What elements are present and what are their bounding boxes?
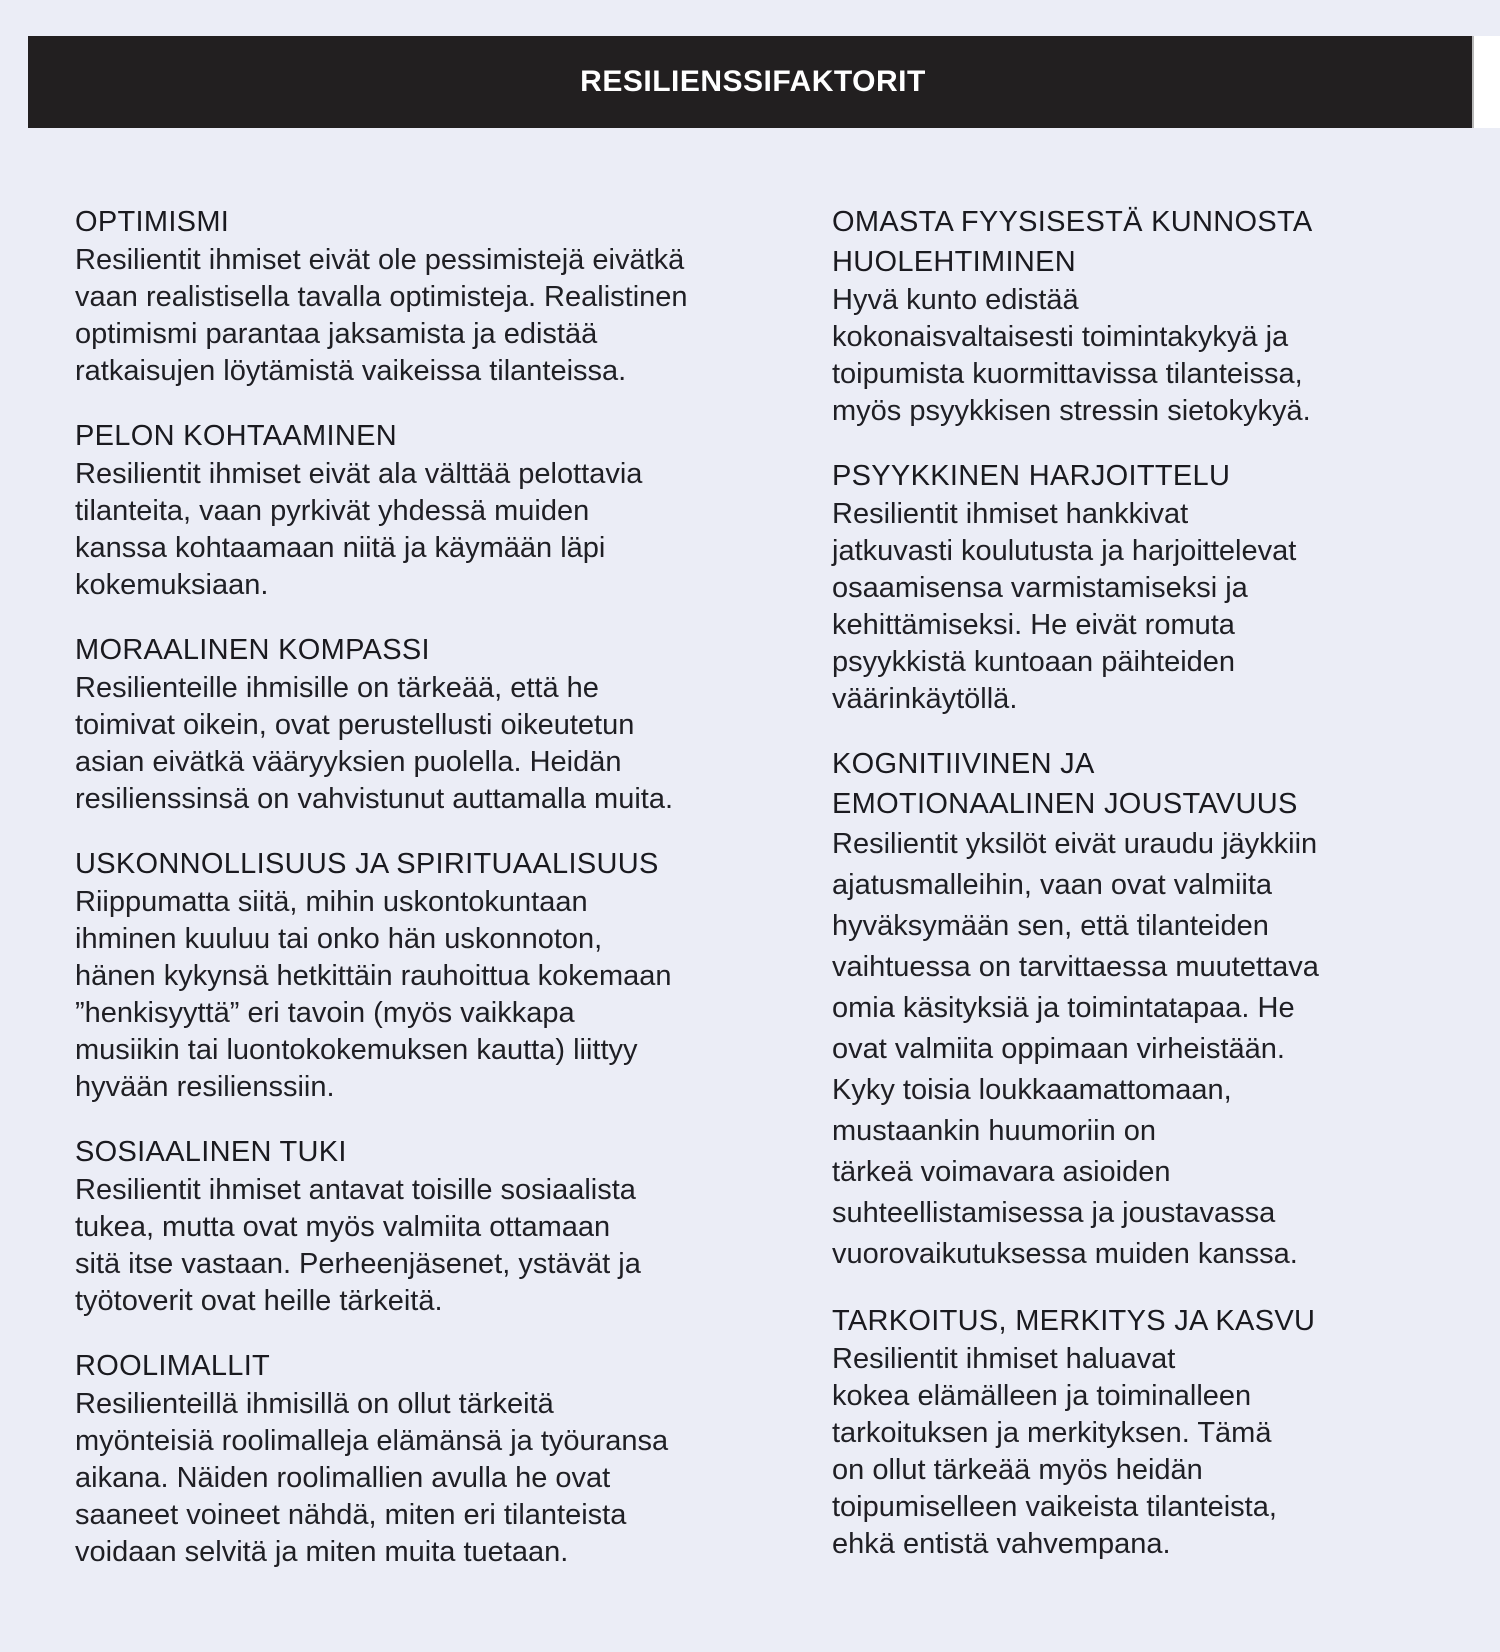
section-text-line: musiikin tai luontokokemuksen kautta) liittyy [75, 1034, 638, 1066]
section-text-line: ”henkisyyttä” eri tavoin (myös vaikkapa [75, 997, 575, 1029]
section-text-line: Hyvä kunto edistää [832, 284, 1079, 316]
section-text-line: Resilienteillä ihmisillä on ollut tärkeitä [75, 1388, 554, 1420]
section-text-line: tukea, mutta ovat myös valmiita ottamaan [75, 1211, 611, 1243]
section-fyysinen-kunto [832, 202, 1472, 430]
section-text-line: Resilienteille ihmisille on tärkeää, että he [75, 672, 599, 704]
section-title: HUOLEHTIMINEN [832, 246, 1076, 278]
section-text-line: saaneet voineet nähdä, miten eri tilanteista [75, 1499, 627, 1531]
section-text-line: väärinkäytöllä. [832, 683, 1018, 715]
section-text-line: tilanteita, vaan pyrkivät yhdessä muiden [75, 495, 590, 527]
section-text-line: ovat valmiita oppimaan virheistään. [832, 1033, 1285, 1065]
section-moraalinen-kompassi [75, 630, 775, 818]
page-title: RESILIENSSIFAKTORIT [580, 65, 926, 98]
section-title: ROOLIMALLIT [75, 1350, 271, 1382]
section-text-line: mustaankin huumoriin on [832, 1115, 1157, 1147]
section-text-line: ratkaisujen löytämistä vaikeissa tilanteissa. [75, 355, 627, 387]
section-text-line: kanssa kohtaamaan niitä ja käymään läpi [75, 532, 606, 564]
section-text-line: ihminen kuuluu tai onko hän uskonnoton, [75, 923, 603, 955]
section-title: PELON KOHTAAMINEN [75, 420, 398, 452]
section-title: MORAALINEN KOMPASSI [75, 634, 430, 666]
section-text-line: on ollut tärkeää myös heidän [832, 1454, 1203, 1486]
section-title: EMOTIONAALINEN JOUSTAVUUS [832, 788, 1298, 820]
section-text-line: aikana. Näiden roolimallien avulla he ovat [75, 1462, 611, 1494]
section-title: OPTIMISMI [75, 206, 230, 238]
section-text-line: Resilientit ihmiset eivät ole pessimistejä eivätkä [75, 244, 685, 276]
section-pelon-kohtaaminen [75, 416, 775, 604]
section-title: KOGNITIIVINEN JA [832, 748, 1095, 780]
section-optimismi [75, 202, 775, 390]
section-text-line: kokonaisvaltaisesti toimintakykyä ja [832, 321, 1289, 353]
section-text-line: hyväksymään sen, että tilanteiden [832, 910, 1269, 942]
section-text-line: Resilientit ihmiset hankkivat [832, 498, 1189, 530]
section-text-line: myös psyykkisen stressin sietokykyä. [832, 395, 1311, 427]
section-sosiaalinen-tuki [75, 1132, 775, 1320]
section-title: TARKOITUS, MERKITYS JA KASVU [832, 1305, 1316, 1337]
section-text-line: Kyky toisia loukkaamattomaan, [832, 1074, 1232, 1106]
section-text-line: ajatusmalleihin, vaan ovat valmiita [832, 869, 1273, 901]
section-title: PSYYKKINEN HARJOITTELU [832, 460, 1231, 492]
section-text-line: osaamisensa varmistamiseksi ja [832, 572, 1248, 604]
section-psyykkinen-harjoittelu [832, 456, 1472, 718]
section-text-line: suhteellistamisessa ja joustavassa [832, 1197, 1276, 1229]
section-text-line: toimivat oikein, ovat perustellusti oikeutetun [75, 709, 635, 741]
section-text-line: asian eivätkä vääryyksien puolella. Heidän [75, 746, 622, 778]
section-text-line: vaan realistisella tavalla optimisteja. Realistinen [75, 281, 688, 313]
section-uskonnollisuus [75, 844, 775, 1106]
section-joustavuus [832, 744, 1472, 1275]
section-text-line: hänen kykynsä hetkittäin rauhoittua kokemaan [75, 960, 672, 992]
section-text-line: hyvään resilienssiin. [75, 1071, 335, 1103]
section-text-line: optimismi parantaa jaksamista ja edistää [75, 318, 598, 350]
header-edge [1472, 36, 1500, 128]
section-text-line: tärkeä voimavara asioiden [832, 1156, 1171, 1188]
section-text-line: kehittämiseksi. He eivät romuta [832, 609, 1235, 641]
section-text-line: resilienssinsä on vahvistunut auttamalla muita. [75, 783, 674, 815]
section-text-line: tarkoituksen ja merkityksen. Tämä [832, 1417, 1272, 1449]
section-tarkoitus [832, 1301, 1472, 1563]
section-text-line: vuorovaikutuksessa muiden kanssa. [832, 1238, 1298, 1270]
section-text-line: kokea elämälleen ja toiminalleen [832, 1380, 1252, 1412]
section-text-line: voidaan selvitä ja miten muita tuetaan. [75, 1536, 569, 1568]
section-text-line: omia käsityksiä ja toimintatapaa. He [832, 992, 1295, 1024]
section-text-line: kokemuksiaan. [75, 569, 269, 601]
section-title: SOSIAALINEN TUKI [75, 1136, 347, 1168]
section-text-line: työtoverit ovat heille tärkeitä. [75, 1285, 443, 1317]
section-text-line: Resilientit ihmiset eivät ala välttää pelottavia [75, 458, 643, 490]
section-text-line: psyykkistä kuntoaan päihteiden [832, 646, 1236, 678]
section-text-line: ehkä entistä vahvempana. [832, 1528, 1171, 1560]
section-text-line: sitä itse vastaan. Perheenjäsenet, ystävät ja [75, 1248, 641, 1280]
section-text-line: myönteisiä roolimalleja elämänsä ja työuransa [75, 1425, 669, 1457]
right-column [832, 202, 1472, 1589]
section-title: USKONNOLLISUUS JA SPIRITUAALISUUS [75, 848, 659, 880]
section-roolimallit [75, 1346, 775, 1571]
left-column [75, 202, 775, 1597]
section-text-line: vaihtuessa on tarvittaessa muutettava [832, 951, 1319, 983]
section-text-line: Resilientit yksilöt eivät uraudu jäykkiin [832, 828, 1318, 860]
section-text-line: toipumista kuormittavissa tilanteissa, [832, 358, 1303, 390]
section-title: OMASTA FYYSISESTÄ KUNNOSTA [832, 206, 1313, 238]
section-text-line: toipumiselleen vaikeista tilanteista, [832, 1491, 1277, 1523]
section-text-line: jatkuvasti koulutusta ja harjoittelevat [832, 535, 1297, 567]
section-text-line: Resilientit ihmiset haluavat [832, 1343, 1176, 1375]
section-text-line: Riippumatta siitä, mihin uskontokuntaan [75, 886, 588, 918]
section-text-line: Resilientit ihmiset antavat toisille sosiaalista [75, 1174, 636, 1206]
